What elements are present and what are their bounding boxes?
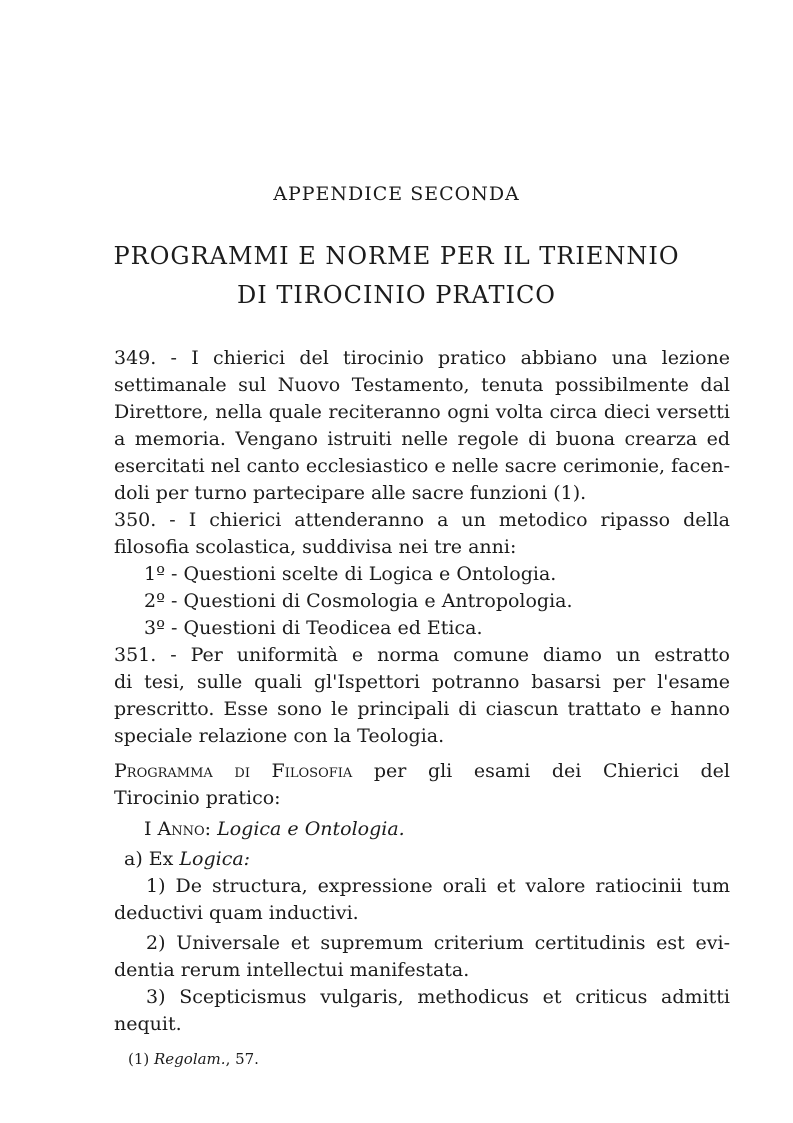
ex-subject: Logica: xyxy=(179,848,251,870)
p349-line: a memoria. Vengano istruiti nelle regole di buona crearza ed xyxy=(114,428,730,450)
footnote-mark: (1) xyxy=(128,1050,155,1068)
title-line-2: DI TIROCINIO PRATICO xyxy=(237,281,556,309)
list-item: 3º - Questioni di Teodicea ed Etica. xyxy=(144,617,483,639)
programma-title: Programma di Filosofia xyxy=(114,760,353,782)
ex-prefix: a) Ex xyxy=(124,848,180,870)
list-item: 1º - Questioni scelte di Logica e Ontologia. xyxy=(144,563,557,585)
anno-label: Anno: xyxy=(157,818,212,840)
p349-line: Direttore, nella quale reciteranno ogni volta circa dieci versetti xyxy=(114,401,730,423)
list-item: 2º - Questioni di Cosmologia e Antropologia. xyxy=(144,590,573,612)
p349-line: esercitati nel canto ecclesiastico e nelle sacre cerimonie, facen- xyxy=(114,455,730,477)
appendix-heading: APPENDICE SECONDA xyxy=(273,183,520,205)
ex-heading xyxy=(124,848,740,870)
p349-line: doli per turno partecipare alle sacre funzioni (1). xyxy=(114,482,587,504)
footnote xyxy=(128,1050,259,1068)
p351-line: di tesi, sulle quali gl'Ispettori potranno basarsi per l'esame xyxy=(114,671,730,693)
p351-line: speciale relazione con la Teologia. xyxy=(114,725,445,747)
programma-rest: per gli esami dei Chierici del xyxy=(352,760,730,782)
thesis-line: 3) Scepticismus vulgaris, methodicus et criticus admitti xyxy=(146,986,730,1008)
p351-line: 351. - Per uniformità e norma comune diamo un estratto xyxy=(114,644,730,666)
p349-line: settimanale sul Nuovo Testamento, tenuta possibilmente dal xyxy=(114,374,730,396)
title-line-1: PROGRAMMI E NORME PER IL TRIENNIO xyxy=(113,242,680,270)
p350-line: 350. - I chierici attenderanno a un metodico ripasso della xyxy=(114,509,730,531)
p351-line: prescritto. Esse sono le principali di ciascun trattato e hanno xyxy=(114,698,730,720)
thesis-line: deductivi quam inductivi. xyxy=(114,902,359,924)
programma-heading xyxy=(114,760,730,782)
footnote-ref: Regolam. xyxy=(154,1050,226,1068)
p350-line: filosofia scolastica, suddivisa nei tre anni: xyxy=(114,536,517,558)
p349-line: 349. - I chierici del tirocinio pratico abbiano una lezione xyxy=(114,347,730,369)
anno-subject: Logica e Ontologia. xyxy=(211,818,405,840)
footnote-page: , 57. xyxy=(225,1050,259,1068)
thesis-line: nequit. xyxy=(114,1013,182,1035)
anno-prefix: I xyxy=(144,818,158,840)
programma-line-2: Tirocinio pratico: xyxy=(114,787,281,809)
thesis-line: dentia rerum intellectui manifestata. xyxy=(114,959,470,981)
thesis-line: 2) Universale et supremum criterium certitudinis est evi- xyxy=(146,932,730,954)
anno-heading xyxy=(144,818,760,840)
thesis-line: 1) De structura, expressione orali et valore ratiocinii tum xyxy=(146,875,730,897)
